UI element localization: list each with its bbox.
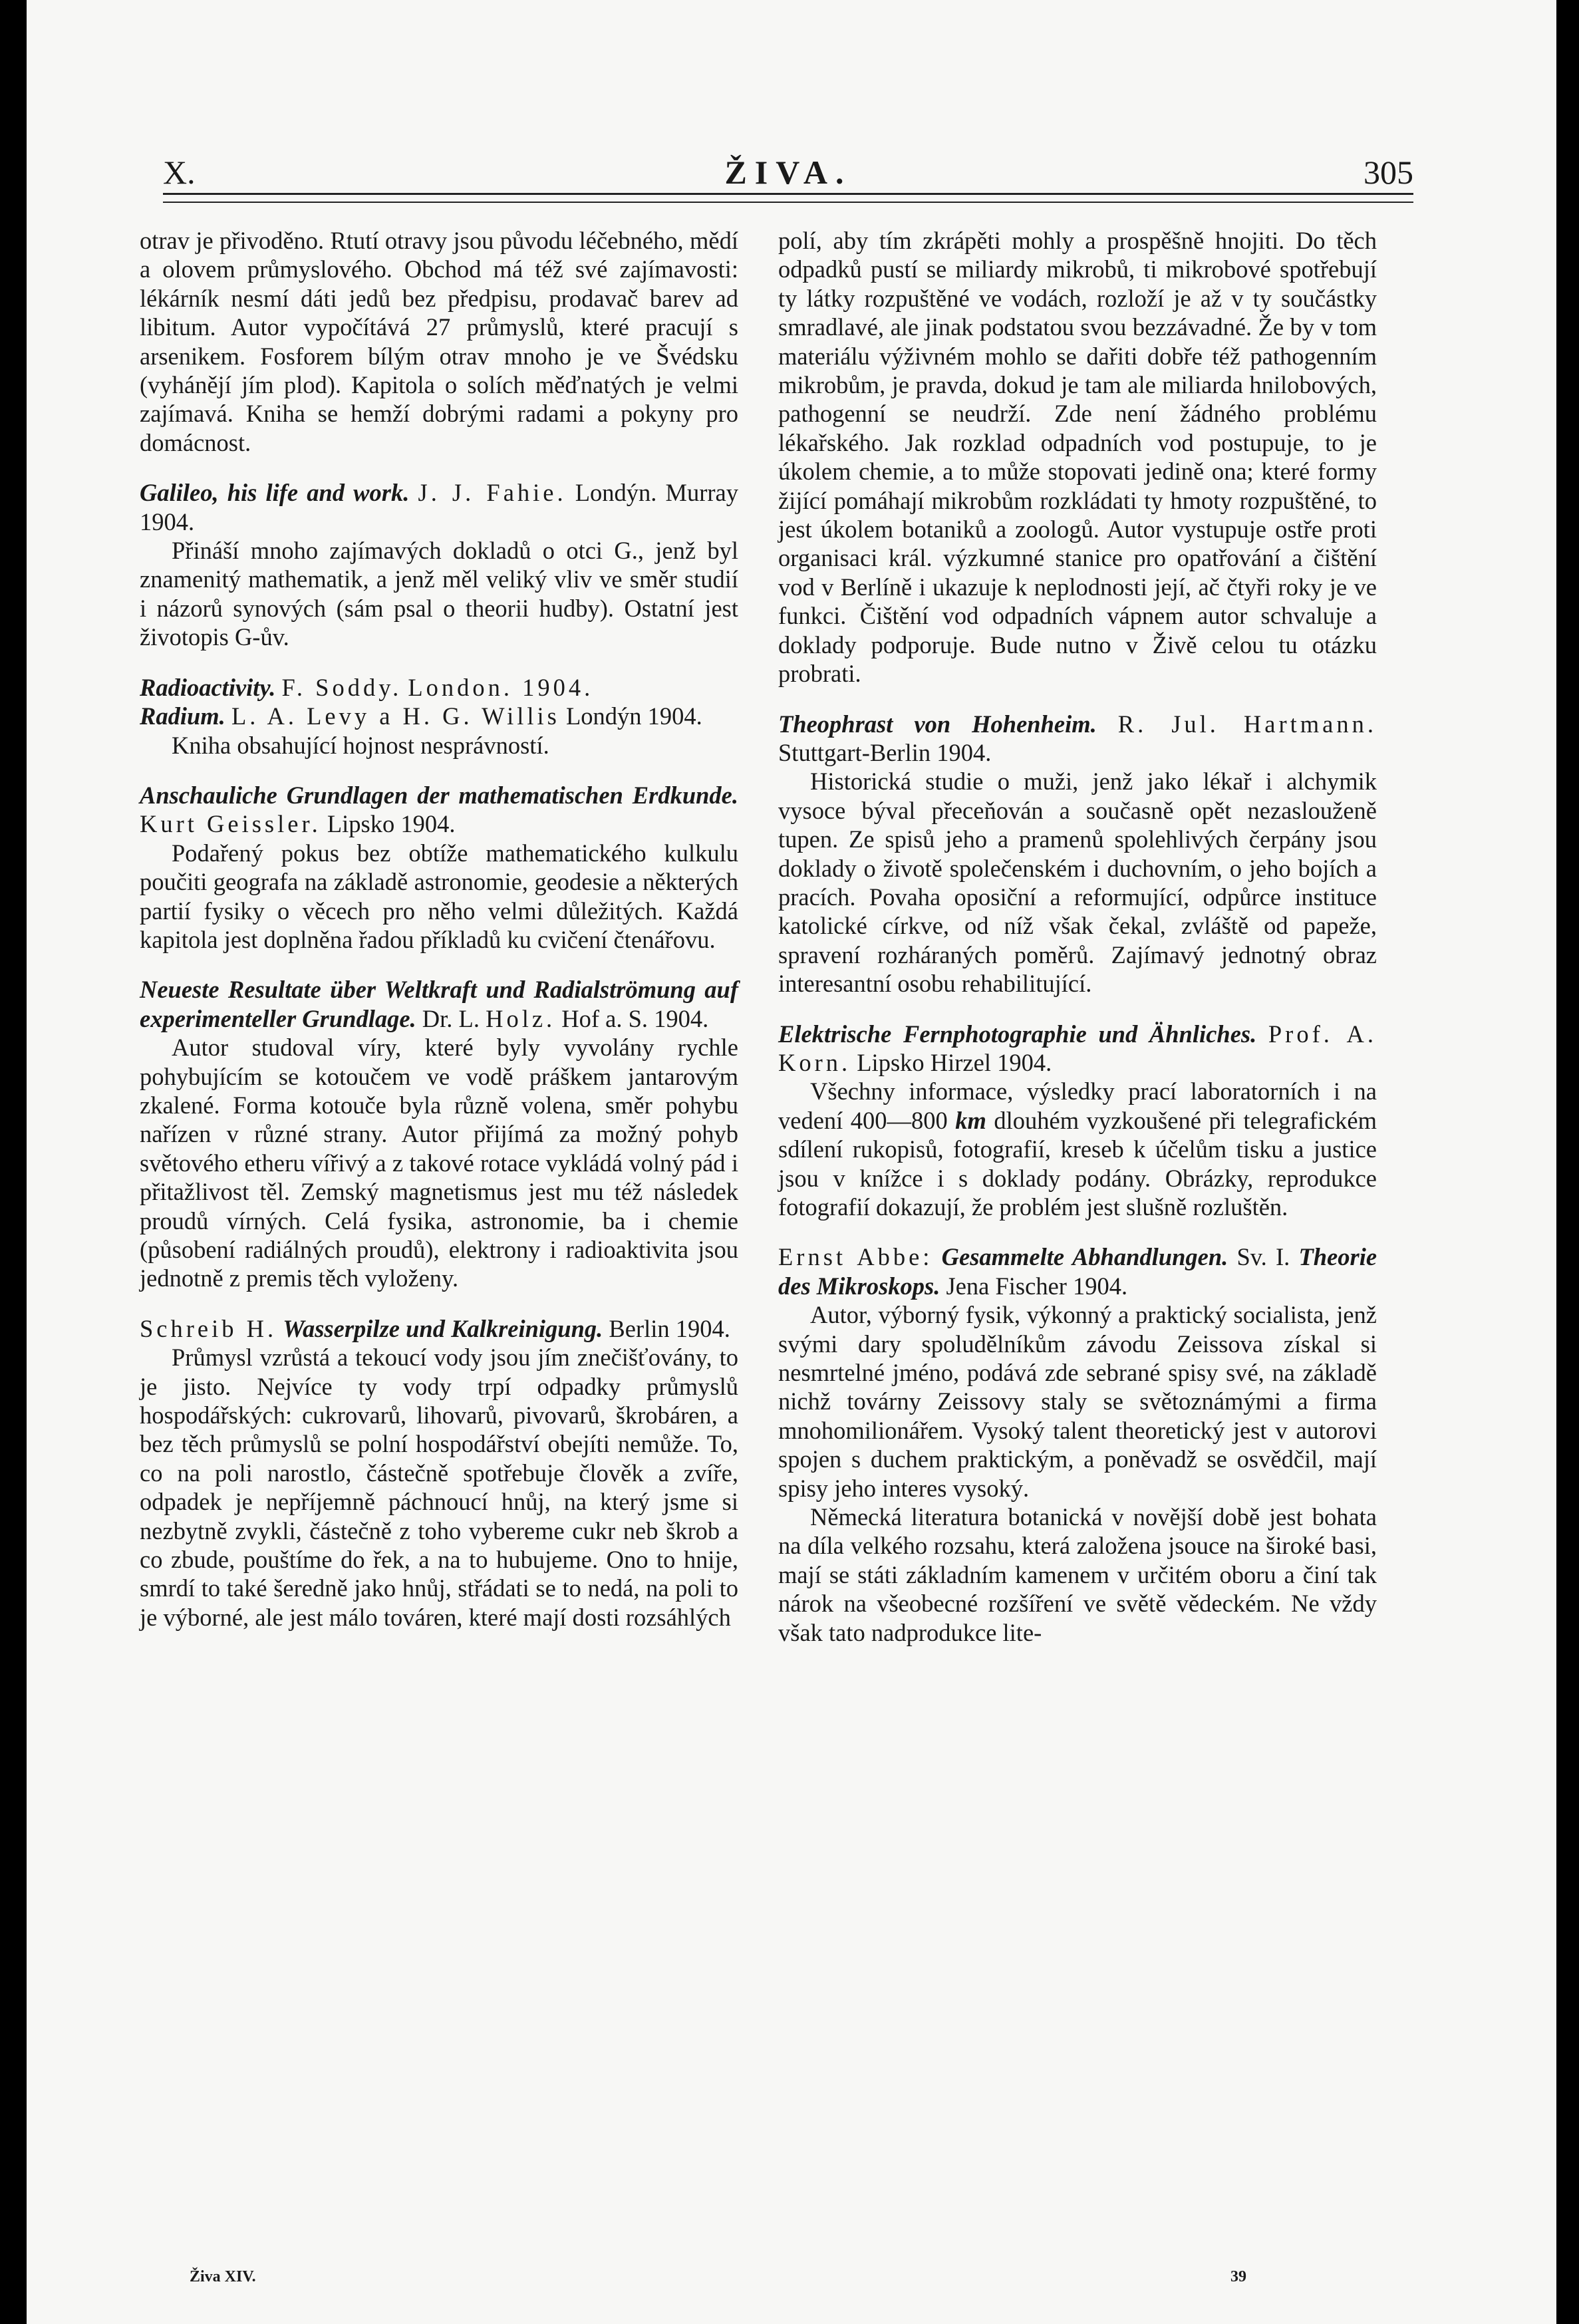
page-number: 305 — [1364, 154, 1413, 191]
review-text: Autor studoval víry, které byly vyvolány rychle pohybujícím se kotoučem ve vodě práškem jantarovým zkalené. Forma kotouče byla různě volena, směr pohybu nařízen v různé strany. Autor přijímá za možný pohyb světového etheru vířivý a z takové rotace vykládá volný pád i přitažlivost těl. Zemský magnetismus jest mu též následek proudů vírných. Celá fysika, astronomie, ba i chemie (působení radiálných proudů), elektrony i radioaktivita jsou jednotně z premis těch vyloženy. — [140, 1034, 738, 1292]
book-title: Galileo, his life and work. — [140, 479, 410, 507]
review-text-part: Všechny informace, výsledky prací laboratorních i na vedení 400—800 — [778, 1078, 1377, 1134]
left-column — [140, 226, 738, 1632]
review-heading-anschauliche — [140, 781, 738, 839]
book-title: Elektrische Fernphotographie und Ähnliches. — [778, 1020, 1257, 1048]
review-heading-radioactivity — [140, 673, 738, 702]
book-author: Ernst Abbe: — [778, 1243, 933, 1271]
page — [27, 0, 1556, 2324]
review-heading-schreib — [140, 1314, 738, 1343]
sheet-number: 39 — [1230, 2268, 1246, 2285]
review-text — [778, 1077, 1377, 1221]
book-author: Kurt Geissler. — [140, 810, 321, 838]
book-title: Wasserpilze und Kalkreinigung. — [283, 1314, 603, 1342]
book-title: Neueste Resultate über Weltkraft und Radialströmung auf experimenteller Grundlage. — [140, 976, 738, 1032]
book-publication: Hof a. S. 1904. — [561, 1004, 709, 1032]
book-title: Radioactivity. — [140, 673, 276, 701]
book-publication: Londýn. Murray 1904. — [140, 479, 738, 535]
book-title: Gesammelte Abhandlungen. — [941, 1243, 1228, 1271]
book-volume: Sv. I. — [1236, 1243, 1290, 1271]
review-heading-neueste — [140, 975, 738, 1033]
paragraph: polí, aby tím zkrápěti mohly a prospěšně hnojiti. Do těch odpadků pustí se miliardy mikrobů, ti mikrobové spotřebují ty látky rozpuštěné ve vodách, rozloží je až v ty součástky smradlavé, ale jinak podstatou svou bezzávadné. Že by v tom materiálu výživném mohlo se dařiti dobře též pathogenním mikrobům, je pravda, dokud je tam ale miliarda hnilobových, pathogenní se neudrží. Zde není žádného problému lékařského. Jak rozklad odpadních vod postupuje, to je úkolem chemie, a to může stopovati jedině ona; které formy žijící pomáhají mikrobům rozkládati ty hmoty rozpuštěné, to jest úkolem botaniků a zoologů. Autor vystupuje ostře proti organisaci král. výzkumné stanice pro opatřování a čištění vod v Berlíně i ukazuje k neplodnosti její, ač čtyři roky je ve funkci. Čištění vod odpadních vápnem autor schvaluje a doklady podporuje. Bude nutno v Živě celou tu otázku probrati. — [778, 227, 1377, 688]
book-publication: London. 1904. — [408, 673, 594, 701]
review-heading-radium — [140, 702, 738, 730]
book-author: Holz. — [486, 1004, 556, 1032]
volume-number: X. — [163, 154, 196, 191]
book-subtitle: Theorie des Mikroskops. — [778, 1243, 1377, 1300]
book-author: J. J. Fahie. — [418, 479, 567, 507]
journal-title: ŽIVA. — [724, 154, 852, 191]
book-author: Prof. A. Korn. — [778, 1020, 1377, 1076]
review-heading-galileo — [140, 478, 738, 536]
review-text: Historická studie o muži, jenž jako lékař i alchymik vysoce býval přeceňován a současně opět nezaslouženě tupen. Ze spisů jeho a pramenů spolehlivých čerpány jsou doklady o životě společenském i duchovním, o jeho bojích a pracích. Povaha oposiční a reformující, odpůrce instituce katolické církve, od níž však čekal, zvláště od papeže, spravení rozháraných poměrů. Zajímavý jednotný obraz interesantní osobu rehabilitující. — [778, 768, 1377, 998]
book-publication: Londýn 1904. — [565, 702, 702, 730]
running-header — [163, 153, 1413, 193]
book-author: L. A. Levy a H. G. Willis — [231, 702, 560, 730]
review-text-part: dlouhém vyzkoušené při telegrafickém sdílení rukopisů, fotografií, kreseb k účelům tisku a justice jsou v knížce i s doklady podány. Obrázky, reprodukce fotografií dokazují, že problém jest slušně rozluštěn. — [778, 1106, 1377, 1221]
header-rule — [163, 193, 1413, 203]
review-text: Kniha obsahující hojnost nesprávností. — [172, 731, 549, 759]
review-heading-abbe — [778, 1242, 1377, 1300]
book-publication: Jena Fischer 1904. — [946, 1272, 1128, 1300]
right-column — [778, 226, 1377, 1647]
book-publication: Berlin 1904. — [609, 1314, 730, 1342]
review-text: Autor, výborný fysik, výkonný a praktický socialista, jenž svými dary spoludělníkům závodu Zeissova získal si nesmrtelné jméno, podává zde sebrané spisy své, na základě nichž továrny Zeissovy staly se světoznámými a firma mnohomilionářem. Vysoký talent theoretický jest v autorovi spojen s duchem praktickým, a poněvadž se osvědčil, mají spisy jeho interes vysoký. — [778, 1301, 1377, 1502]
review-text: Přináší mnoho zajímavých dokladů o otci G., jenž byl znamenitý mathematik, a jenž měl veliký vliv ve směr studií i názorů synových (sám psal o theorii hudby). Ostatní jest životopis G-ův. — [140, 537, 738, 651]
book-publication: Lipsko Hirzel 1904. — [857, 1048, 1052, 1076]
book-author: R. Jul. Hartmann. — [1117, 710, 1377, 738]
book-title: Theophrast von Hohenheim. — [778, 710, 1097, 738]
signature-mark: Živa XIV. — [190, 2268, 256, 2285]
book-publication: Stuttgart-Berlin 1904. — [778, 738, 992, 766]
book-title: Anschauliche Grundlagen der mathematischen Erdkunde. — [140, 781, 738, 809]
book-author-prefix: Dr. L. — [422, 1004, 480, 1032]
unit-km: km — [955, 1106, 986, 1134]
review-text: Průmysl vzrůstá a tekoucí vody jsou jím znečišťovány, to je jisto. Nejvíce ty vody trpí odpadky průmyslů hospodářských: cukrovarů, lihovarů, pivovarů, škrobáren, a bez těch průmyslů se polní hospodářství obejíti nemůže. To, co na poli narostlo, částečně spotřebuje člověk a zvíře, odpadek je nepříjemně páchnoucí hnůj, na který jsme si nezbytně zvykli, částečně z toho vybereme cukr neb škrob a co zbude, pouštíme do řek, a na to hubujeme. Ono to hnije, smrdí to také šeredně jako hnůj, střádati se to nedá, na poli to je výborné, ale jest málo továren, které mají dosti rozsáhlých — [140, 1344, 738, 1631]
book-publication: Lipsko 1904. — [327, 810, 456, 838]
review-heading-elektrische — [778, 1020, 1377, 1078]
review-heading-theophrast — [778, 710, 1377, 768]
review-text: Německá literatura botanická v novější době jest bohata na díla velkého rozsahu, která založena jsouce na široké basi, mají se státi základním kamenem v určitém oboru a činí tak nárok na všeobecné rozšíření ve světě vědeckém. Ne vždy však tato nadprodukce lite- — [778, 1503, 1377, 1646]
book-title: Radium. — [140, 702, 225, 730]
paragraph: otrav je přivoděno. Rtutí otravy jsou původu léčebného, mědí a olovem průmyslového. Obchod má též své zajímavosti: lékárník nesmí dáti jedů bez předpisu, prodavač barev ad libitum. Autor vypočítává 27 průmyslů, které pracují s arsenikem. Fosforem bílým otrav mnoho je ve Švédsku (vyhánějí jím plod). Kapitola o solích měďnatých je velmi zajímavá. Kniha se hemží dobrými radami a pokyny pro domácnost. — [140, 227, 738, 456]
book-author: F. Soddy. — [281, 673, 402, 701]
book-author: Schreib H. — [140, 1314, 277, 1342]
review-text: Podařený pokus bez obtíže mathematického kulkulu poučiti geografa na základě astronomie, geodesie a některých partií fysiky o věcech pro něho velmi důležitých. Každá kapitola jest doplněna řadou příkladů ku cvičení čtenářovu. — [140, 839, 738, 953]
